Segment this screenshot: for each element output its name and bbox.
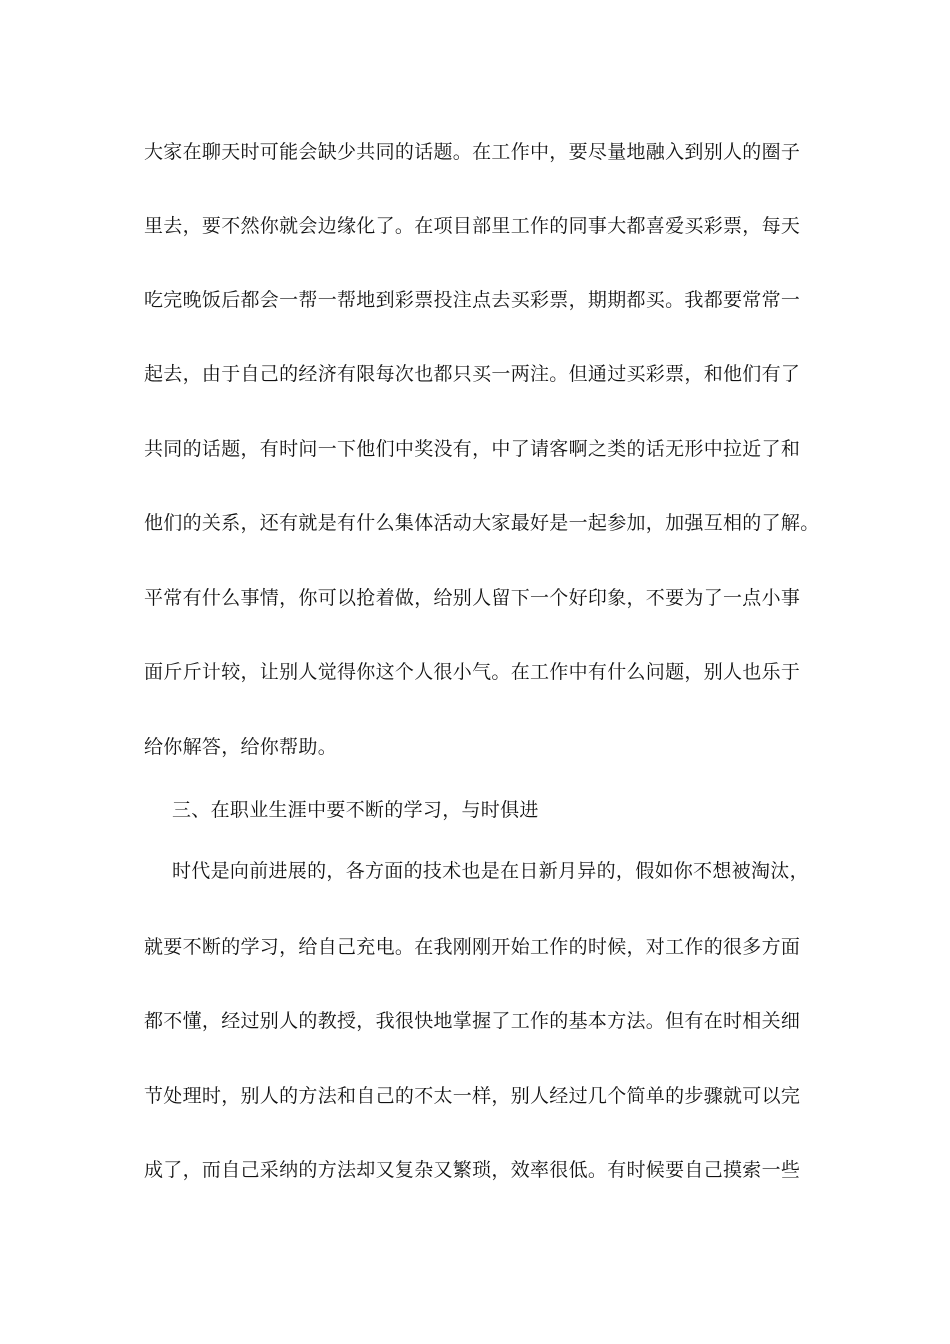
paragraph-line: 里去，要不然你就会边缘化了。在项目部里工作的同事大都喜爱买彩票，每天 (144, 215, 801, 237)
paragraph-line: 共同的话题，有时问一下他们中奖没有，中了请客啊之类的话无形中拉近了和 (144, 438, 801, 460)
section-heading: 三、在职业生涯中要不断的学习，与时俱进 (172, 799, 539, 821)
paragraph-line: 成了，而自己采纳的方法却又复杂又繁琐，效率很低。有时候要自己摸索一些 (144, 1159, 801, 1181)
paragraph-line: 就要不断的学习，给自己充电。在我刚刚开始工作的时候，对工作的很多方面 (144, 936, 801, 958)
paragraph-line: 起去，由于自己的经济有限每次也都只买一两注。但通过买彩票，和他们有了 (144, 363, 801, 385)
paragraph-line: 他们的关系，还有就是有什么集体活动大家最好是一起参加，加强互相的了解。 (144, 512, 820, 534)
paragraph-line: 吃完晚饭后都会一帮一帮地到彩票投注点去买彩票，期期都买。我都要常常一 (144, 289, 801, 311)
paragraph-line: 大家在聊天时可能会缺少共同的话题。在工作中，要尽量地融入到别人的圈子 (144, 141, 801, 163)
paragraph-line: 给你解答，给你帮助。 (144, 736, 338, 758)
paragraph-line: 节处理时，别人的方法和自己的不太一样，别人经过几个简单的步骤就可以完 (144, 1085, 801, 1107)
paragraph-line: 平常有什么事情，你可以抢着做，给别人留下一个好印象，不要为了一点小事 (144, 587, 801, 609)
paragraph-line: 面斤斤计较，让别人觉得你这个人很小气。在工作中有什么问题，别人也乐于 (144, 661, 801, 683)
paragraph-line: 都不懂，经过别人的教授，我很快地掌握了工作的基本方法。但有在时相关细 (144, 1010, 801, 1032)
paragraph-line: 时代是向前进展的，各方面的技术也是在日新月异的，假如你不想被淘汰， (172, 860, 809, 882)
